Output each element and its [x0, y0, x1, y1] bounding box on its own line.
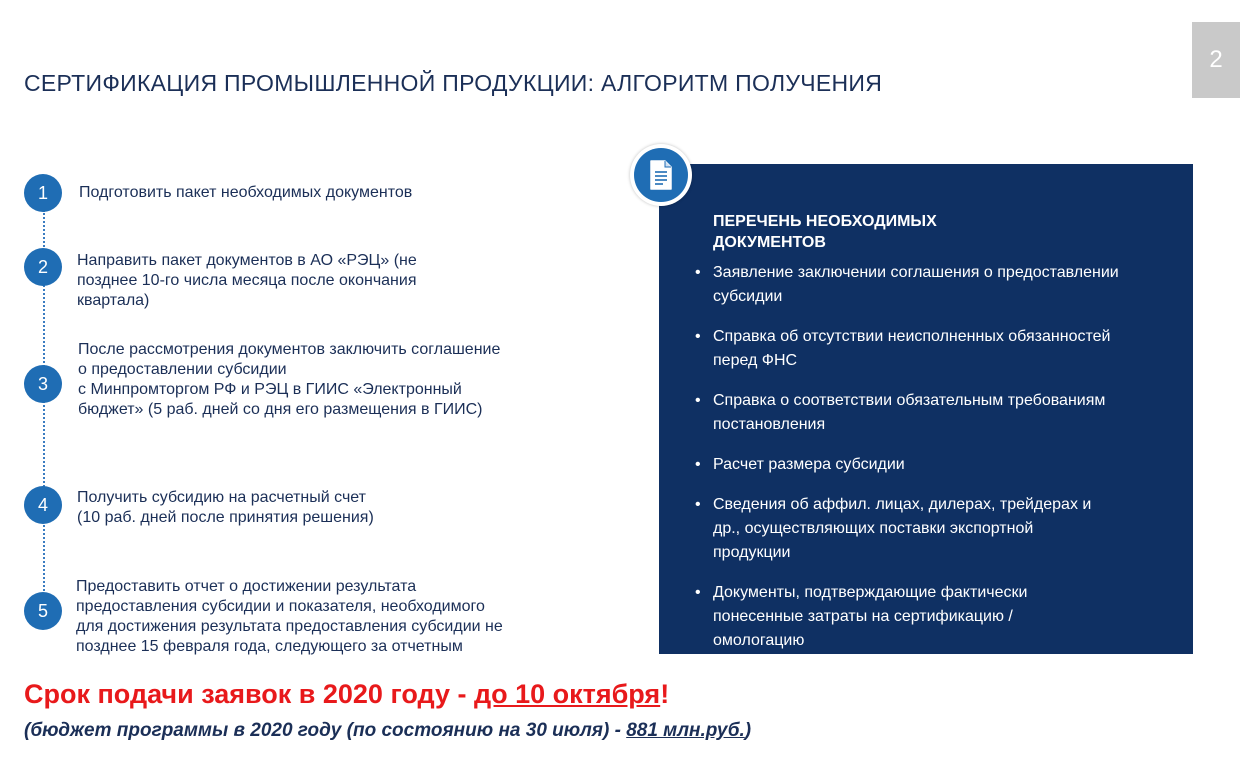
documents-list — [695, 261, 1185, 654]
step-2-number-badge: 2 — [24, 248, 62, 286]
step-3-number-badge: 3 — [24, 365, 62, 403]
document-list-item: • Расчет размера субсидии — [695, 453, 1185, 477]
step-3-text: После рассмотрения документов заключить соглашение о предоставлении субсидии с Минпромторгом РФ и РЭЦ в ГИИС «Электронный бюджет» (5 раб. дней со дня его размещения в ГИИС) — [78, 341, 501, 418]
document-list-item: • Справка об отсутствии неисполненных обязанностей перед ФНС — [695, 325, 1185, 373]
document-list-item: • Сведения об аффил. лицах, дилерах, трейдерах и др., осуществляющих поставки экспортной продукции — [695, 493, 1185, 565]
step-4-text: Получить субсидию на расчетный счет (10 раб. дней после принятия решения) — [77, 489, 374, 526]
deadline-prefix: Срок подачи заявок в 2020 году - — [24, 679, 474, 709]
step-4-number-badge: 4 — [24, 486, 62, 524]
document-icon — [634, 148, 688, 202]
application-deadline — [24, 679, 669, 710]
program-budget-note — [24, 720, 751, 742]
budget-suffix: ) — [744, 720, 752, 741]
deadline-suffix: ! — [660, 679, 670, 709]
step-1-text: Подготовить пакет необходимых документов — [79, 184, 413, 201]
page-number: 2 — [1192, 22, 1240, 98]
documents-panel-title: ПЕРЕЧЕНЬ НЕОБХОДИМЫХ ДОКУМЕНТОВ — [713, 213, 937, 251]
budget-amount: 881 млн.руб. — [626, 720, 745, 741]
step-5-text: Предоставить отчет о достижении результата предоставления субсидии и показателя, необходимого для достижения результата предоставления субсидии не позднее 15 февраля года, следующего за отчетным — [76, 578, 503, 655]
page-title: СЕРТИФИКАЦИЯ ПРОМЫШЛЕННОЙ ПРОДУКЦИИ: АЛГОРИТМ ПОЛУЧЕНИЯ — [24, 70, 883, 96]
document-list-item: • Документы, подтверждающие фактически понесенные затраты на сертификацию / омологацию — [695, 581, 1185, 653]
step-2-text: Направить пакет документов в АО «РЭЦ» (не позднее 10-го числа месяца после окончания квартала) — [77, 252, 417, 309]
step-5-number-badge: 5 — [24, 592, 62, 630]
budget-prefix: (бюджет программы в 2020 году (по состоянию на 30 июля) - — [24, 720, 627, 741]
deadline-date: до 10 октября — [473, 679, 661, 709]
required-documents-panel — [659, 164, 1193, 654]
document-list-item: • Заявление заключении соглашения о предоставлении субсидии — [695, 261, 1185, 309]
step-1-number-badge: 1 — [24, 174, 62, 212]
document-list-item: • Справка о соответствии обязательным требованиям постановления — [695, 389, 1185, 437]
